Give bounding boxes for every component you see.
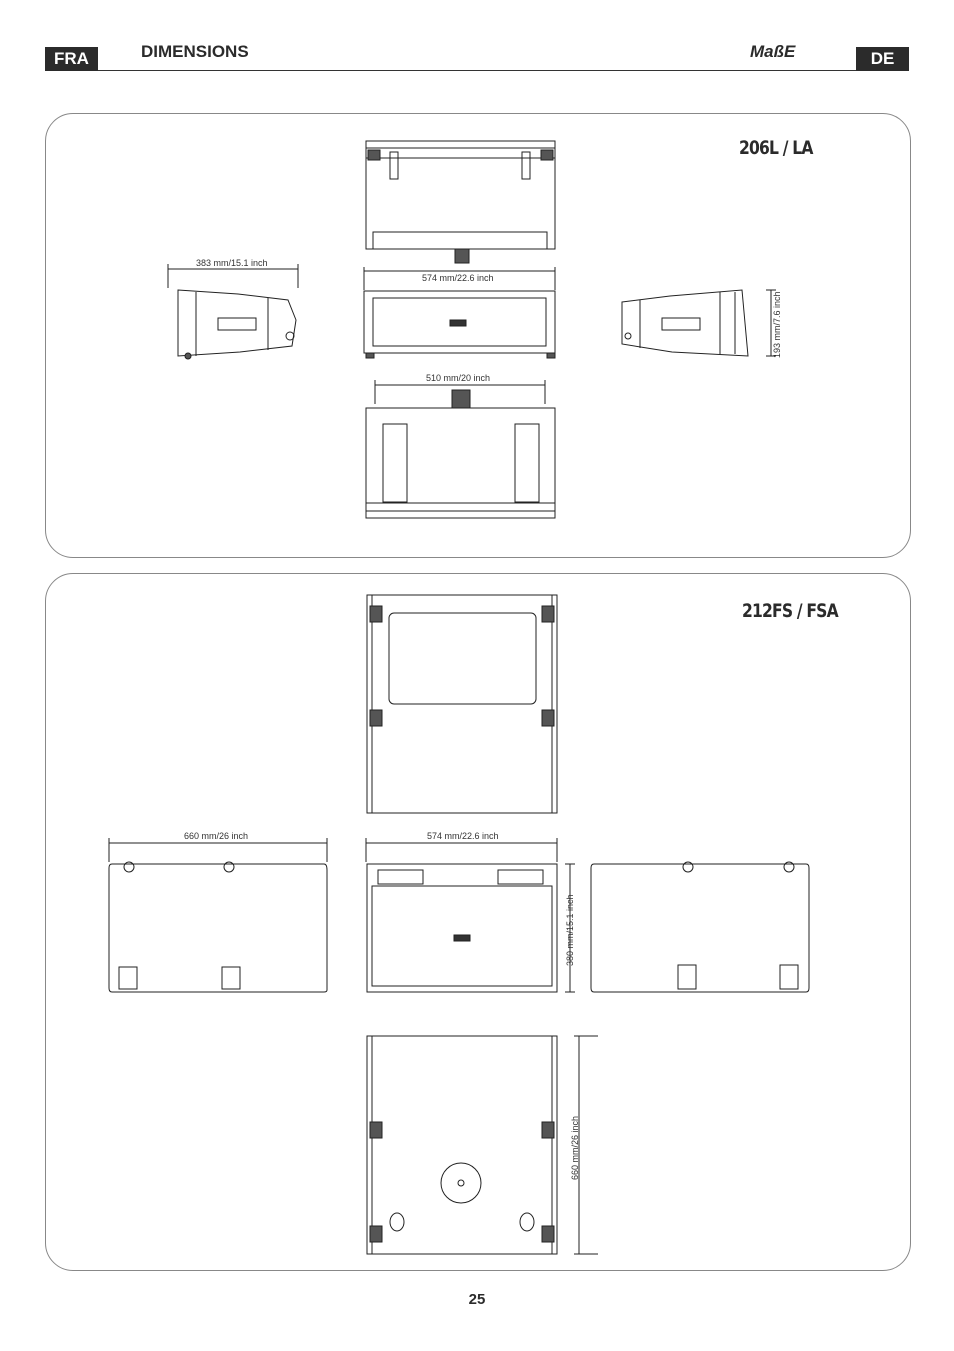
dimension-label-212-side-depth: 660 mm/26 inch [184, 831, 249, 841]
drawing-212-front-view [366, 838, 575, 992]
drawing-212-top-view [367, 595, 557, 813]
section-title-right: MaßE [750, 42, 796, 61]
page-number: 25 [468, 1291, 486, 1308]
drawing-212-right-side-view [591, 862, 809, 992]
drawing-206-bottom-view [366, 380, 555, 518]
model-label-206: 206L / LA [739, 137, 813, 159]
dimension-label-206-height: 193 mm/7.6 inch [772, 291, 782, 358]
dimension-label-206-depth: 383 mm/15.1 inch [196, 258, 268, 268]
dimension-label-212-front-width: 574 mm/22.6 inch [427, 831, 499, 841]
dimension-label-206-bottom-width: 510 mm/20 inch [426, 373, 491, 383]
section-title-left: DIMENSIONS [141, 42, 249, 61]
model-label-212: 212FS / FSA [742, 600, 838, 622]
drawing-206-left-side-view [168, 264, 298, 359]
drawing-212-left-side-view [109, 838, 327, 992]
language-tag-left: FRA [45, 47, 98, 71]
dimension-label-212-bottom-depth: 660 mm/26 inch [570, 1115, 580, 1180]
dimension-label-206-front-width: 574 mm/22.6 inch [422, 273, 494, 283]
language-tag-right: DE [856, 47, 909, 71]
dimension-label-212-height: 380 mm/15.1 inch [565, 894, 575, 966]
drawing-206-right-side-view [622, 290, 776, 356]
drawing-206-top-view [366, 141, 555, 263]
drawing-212-bottom-view [367, 1036, 598, 1254]
